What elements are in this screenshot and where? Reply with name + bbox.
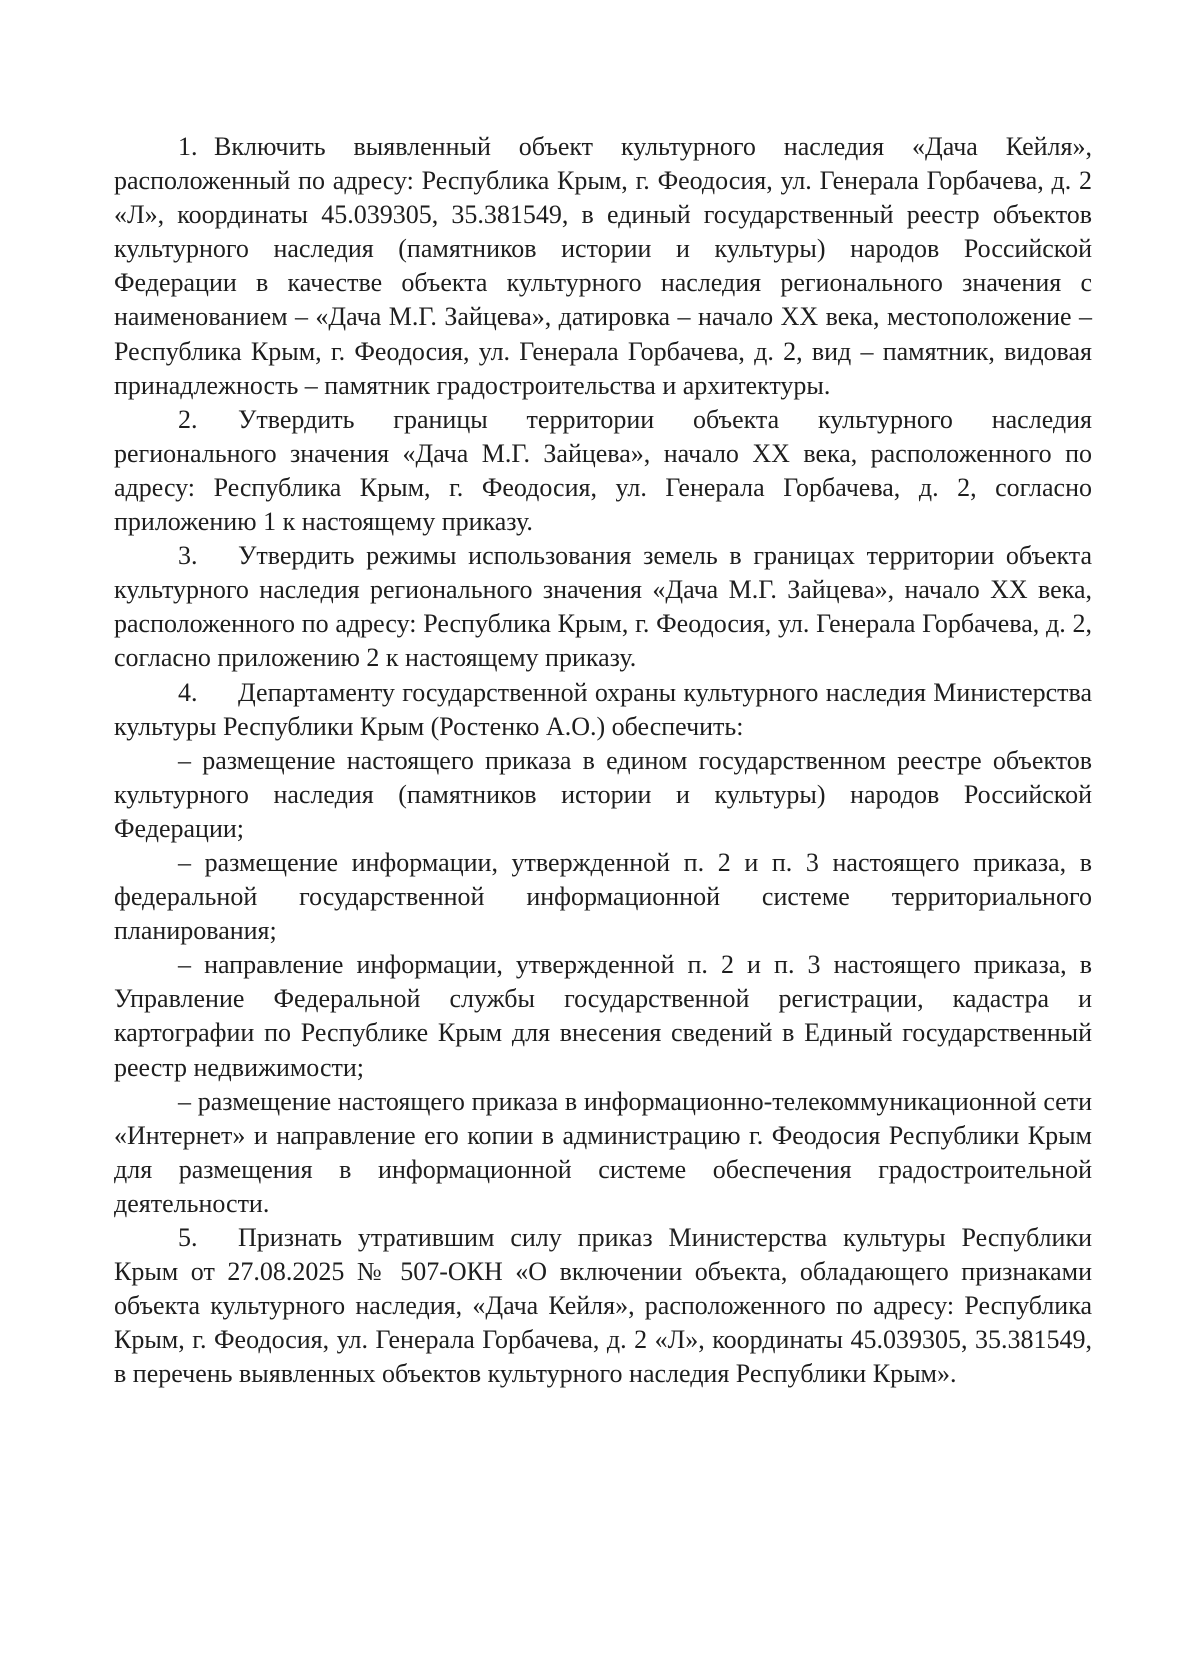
item-2-text: Утвердить границы территории объекта культурного наследия регионального значения «Дача М.Г. Зайцева», начало XX века, расположенного по адресу: Республика Крым, г. Феодосия, ул. Генерала Горбачева, д. 2, согласно приложению 1 к настоящему приказу. xyxy=(114,404,1092,537)
item-1-paragraph xyxy=(114,130,1092,403)
item-2-paragraph xyxy=(114,403,1092,539)
item-4-number: 4. xyxy=(178,677,198,707)
item-5-number: 5. xyxy=(178,1223,198,1252)
item-5-paragraph xyxy=(114,1221,1092,1391)
item-5-text: Признать утратившим силу приказ Министерства культуры Республики Крым от 27.08.2025 № 507-ОКН «О включении объекта, обладающего признаками объекта культурного наследия, «Дача Кейля», расположенного по адресу: Республика Крым, г. Феодосия, ул. Генерала Горбачева, д. 2 «Л», координаты 45.039305, 35.381549, в перечень выявленных объектов культурного наследия Республики Крым». xyxy=(114,1223,1092,1389)
item-1-text: Включить выявленный объект культурного наследия «Дача Кейля», расположенный по адресу: Республика Крым, г. Феодосия, ул. Генерала Горбачева, д. 2 «Л», координаты 45.039305, 35.381549, в единый государственный реестр объектов культурного наследия (памятников истории и культуры) народов Российской Федерации в качестве объекта культурного наследия регионального значения с наименованием – «Дача М.Г. Зайцева», датировка – начало XX века, местоположение – Республика Крым, г. Феодосия, ул. Генерала Горбачева, д. 2, вид – памятник, видовая принадлежность – памятник градостроительства и архитектуры. xyxy=(114,132,1092,400)
item-2-number: 2. xyxy=(178,404,198,434)
item-4-subitem-3: – направление информации, утвержденной п. 2 и п. 3 настоящего приказа, в Управление Федеральной службы государственной регистрации, кадастра и картографии по Республике Крым для внесения сведений в Единый государственный реестр недвижимости; xyxy=(114,950,1092,1082)
item-1-number: 1. xyxy=(178,132,198,161)
item-4-subitem-1: – размещение настоящего приказа в едином государственном реестре объектов культурного наследия (памятников истории и культуры) народов Российской Федерации; xyxy=(114,745,1092,843)
item-3-number: 3. xyxy=(178,541,198,571)
item-4-subitem-4: – размещение настоящего приказа в информационно-телекоммуникационной сети «Интернет» и направление его копии в администрацию г. Феодосия Республики Крым для размещения в информационной системе обеспечения градостроительной деятельности. xyxy=(114,1086,1092,1218)
item-4-subitem-2: – размещение информации, утвержденной п. 2 и п. 3 настоящего приказа, в федеральной государственной информационной системе территориального планирования; xyxy=(114,847,1092,946)
item-4-paragraph xyxy=(114,676,1092,744)
item-3-text: Утвердить режимы использования земель в границах территории объекта культурного наследия регионального значения «Дача М.Г. Зайцева», начало XX века, расположенного по адресу: Республика Крым, г. Феодосия, ул. Генерала Горбачева, д. 2, согласно приложению 2 к настоящему приказу. xyxy=(114,541,1092,673)
item-4-text: Департаменту государственной охраны культурного наследия Министерства культуры Республики Крым (Ростенко А.О.) обеспечить: xyxy=(114,677,1092,741)
item-3-paragraph xyxy=(114,539,1092,675)
